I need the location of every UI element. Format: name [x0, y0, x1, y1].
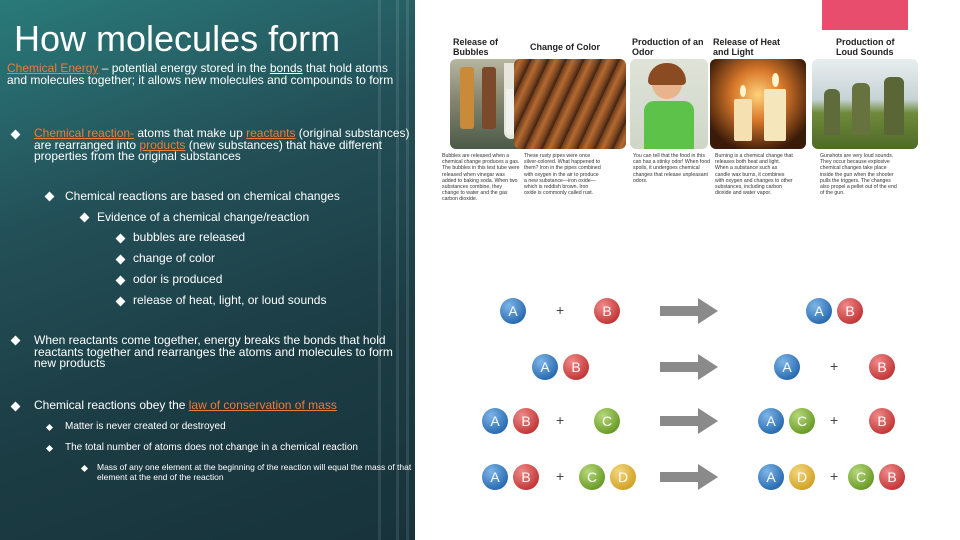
- evidence-item: bubbles are released: [133, 230, 246, 244]
- based-on-changes: Chemical reactions are based on chemical changes: [65, 189, 340, 203]
- matter-text: Matter is never created or destroyed: [65, 421, 226, 432]
- plus-sign: +: [556, 412, 565, 428]
- plus-sign: +: [556, 468, 565, 484]
- reaction-arrow: [660, 354, 720, 380]
- column-heading: Release of Heat and Light: [713, 37, 781, 57]
- atom-d: D: [789, 464, 815, 490]
- atom-c: C: [594, 408, 620, 434]
- bonds-term: bonds: [269, 61, 303, 75]
- atom-b: B: [869, 408, 895, 434]
- bullet: [116, 234, 126, 244]
- column-heading: Production of an Odor: [632, 37, 704, 57]
- plus-sign: +: [830, 412, 839, 428]
- bonds-break-text: When reactants come together, energy breaks the bonds that hold reactants together and rearranges the atoms and molecules to form new products: [34, 333, 393, 370]
- bullet: [46, 445, 53, 452]
- evidence-item: change of color: [133, 251, 216, 265]
- candles-photo: [710, 59, 806, 149]
- atom-a: A: [806, 298, 832, 324]
- bullet: [46, 424, 53, 431]
- reaction-arrow: [660, 408, 720, 434]
- atom-a: A: [500, 298, 526, 324]
- rusty-pipes-photo: [514, 59, 626, 149]
- atom-a: A: [758, 408, 784, 434]
- atom-b: B: [869, 354, 895, 380]
- atom-a: A: [482, 408, 508, 434]
- column-caption: You can tell that the food in this can has a stinky odor! When food spoils, it undergoes chemical changes that release unpleasant odors.: [633, 153, 710, 184]
- column-caption: Burning is a chemical change that releases both heat and light. When a substance such as candle wax burns, it combines with oxygen and changes to other substances, including carbon dioxide and water vapor.: [715, 153, 793, 197]
- atom-a: A: [482, 464, 508, 490]
- atom-b: B: [594, 298, 620, 324]
- text-panel: [0, 0, 415, 540]
- law-term: law of conservation of mass: [188, 398, 337, 412]
- corner-tag: [822, 0, 908, 30]
- evidence-heading: Evidence of a chemical change/reaction: [97, 210, 310, 224]
- atom-b: B: [513, 464, 539, 490]
- column-heading: Change of Color: [530, 42, 600, 52]
- atom-b: B: [563, 354, 589, 380]
- atom-a: A: [532, 354, 558, 380]
- bullet: [116, 255, 126, 265]
- atom-b: B: [513, 408, 539, 434]
- atom-b: B: [837, 298, 863, 324]
- reaction-definition: Chemical reaction- atoms that make up reactants (original substances) are rearranged into products (new substances) that have different properties from the original substances: [34, 126, 410, 163]
- bullet: [11, 336, 21, 346]
- energy-definition: Chemical Energy – potential energy stored in the bonds that hold atoms and molecules together; it allows new molecules and compounds to form: [7, 61, 394, 87]
- reaction-arrow: [660, 298, 720, 324]
- atom-c: C: [848, 464, 874, 490]
- bullet: [45, 192, 55, 202]
- products-term: products: [139, 137, 186, 152]
- panel-stripe: [406, 0, 409, 540]
- reactants-term: reactants: [246, 126, 296, 140]
- plus-sign: +: [830, 468, 839, 484]
- bullet: [80, 213, 90, 223]
- conservation-text: Chemical reactions obey the law of conservation of mass: [34, 398, 337, 412]
- slide-title: How molecules form: [14, 18, 341, 59]
- bullet: [11, 130, 21, 140]
- atom-b: B: [879, 464, 905, 490]
- column-heading: Production of Loud Sounds: [836, 37, 895, 57]
- column-caption: Bubbles are released when a chemical change produces a gas. The bubbles in this test tube were released when vinegar was added to baking soda. When two substances combine, they change to water and the gas carbon dioxide.: [442, 153, 520, 203]
- plus-sign: +: [556, 302, 565, 318]
- evidence-item: odor is produced: [133, 272, 223, 286]
- reaction-arrow: [660, 464, 720, 490]
- reaction-term: Chemical reaction-: [34, 126, 135, 140]
- gunshots-photo: [812, 59, 918, 149]
- energy-term: Chemical Energy: [7, 61, 99, 75]
- odor-photo: [630, 59, 708, 149]
- bullet: [116, 297, 126, 307]
- atom-d: D: [610, 464, 636, 490]
- atom-a: A: [774, 354, 800, 380]
- atom-c: C: [789, 408, 815, 434]
- evidence-item: release of heat, light, or loud sounds: [133, 293, 327, 307]
- atom-a: A: [758, 464, 784, 490]
- plus-sign: +: [830, 358, 839, 374]
- bullet: [81, 465, 88, 472]
- column-heading: Release of Bubbles: [453, 37, 499, 57]
- column-caption: Gunshots are very loud sounds. They occur because explosive chemical changes take place inside the gun when the shooter pulls the triggers. The changes also propel a pellet out of the end of the gun.: [820, 153, 897, 197]
- atoms-total-text: The total number of atoms does not change in a chemical reaction: [65, 442, 358, 453]
- column-caption: These rusty pipes were once silver-colored. What happened to them? Iron in the pipes combined with oxygen in the air to produce a new substance—iron oxide—which is reddish brown. Iron oxide is commonly called rust.: [524, 153, 601, 197]
- atom-c: C: [579, 464, 605, 490]
- mass-rule-text: Mass of any one element at the beginning of the reaction will equal the mass of that element at the end of the reaction: [97, 462, 412, 482]
- bullet: [11, 402, 21, 412]
- bullet: [116, 276, 126, 286]
